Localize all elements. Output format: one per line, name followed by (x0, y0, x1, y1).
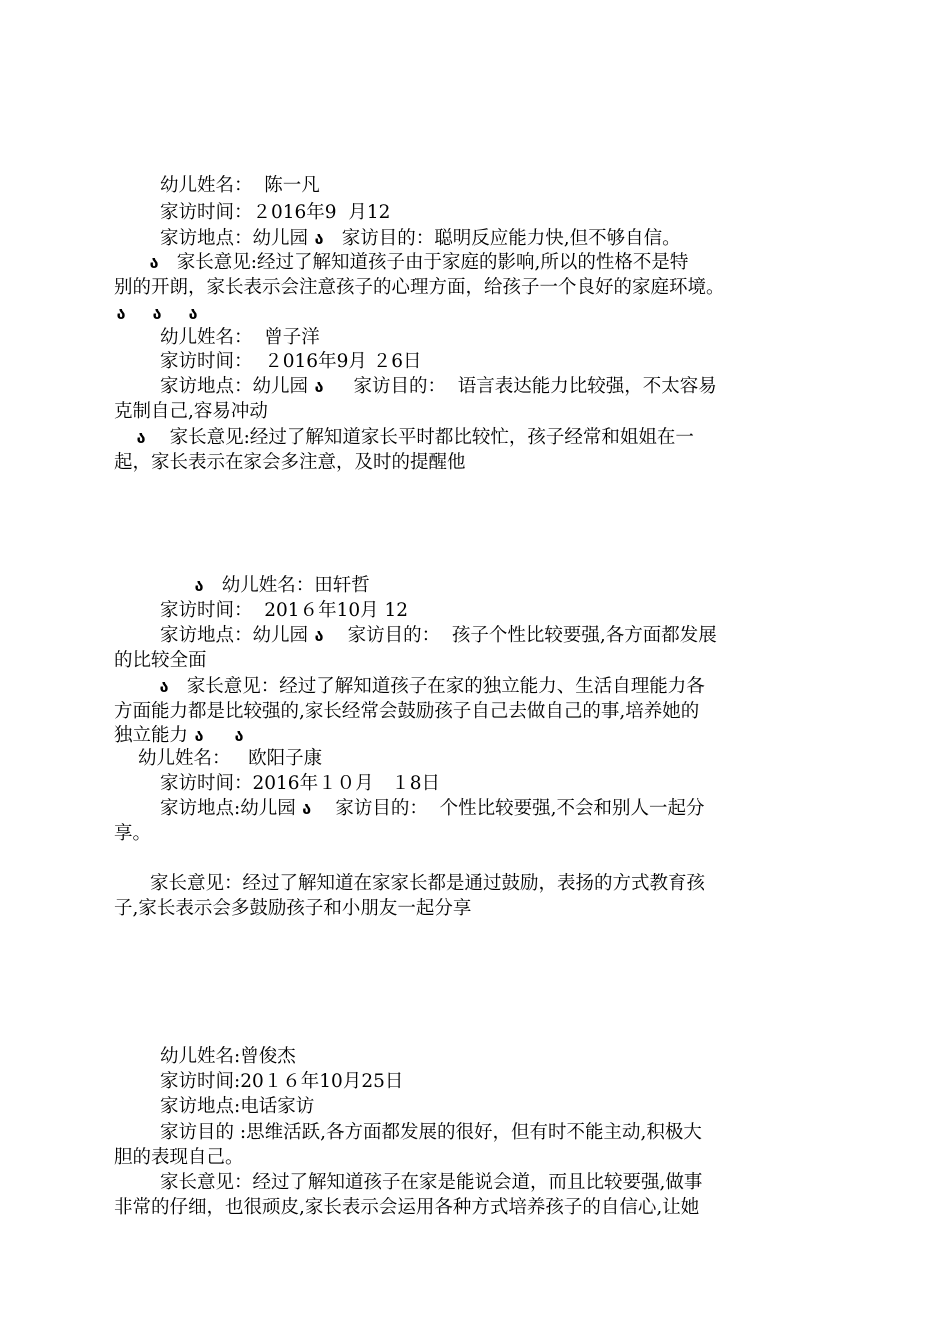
bullet-icon: ა (152, 304, 162, 323)
r2-time: 家访时间： ２016年9月 ２6日 (160, 351, 422, 372)
bullet-icon: ა (314, 229, 324, 248)
r5-time: 家访时间:20１６年10月25日 (160, 1071, 404, 1092)
bullet-icon: ა (314, 626, 324, 645)
r5-place: 家访地点:电话家访 (160, 1096, 315, 1117)
r4-place: 家访地点:幼儿园 (160, 798, 296, 819)
r3-place-purpose (160, 624, 717, 648)
bullet-icon: ა (136, 428, 146, 447)
r2-opinion-1: ა 家长意见:经过了解知道家长平时都比较忙，孩子经常和姐姐在一 (130, 426, 694, 450)
r2-opinion-2: 起，家长表示在家会多注意，及时的提醒他 (114, 452, 466, 473)
r2-place-purpose (160, 375, 717, 399)
r5-purpose-1: 家访目的 :思维活跃,各方面都发展的很好，但有时不能主动,积极大 (160, 1122, 702, 1143)
bullet-icon: ა (314, 377, 324, 396)
r3-opinion-2: 方面能力都是比较强的,家长经常会鼓励孩子自己去做自己的事,培养她的 (114, 701, 700, 722)
r5-name: 幼儿姓名:曾俊杰 (160, 1046, 296, 1067)
bullet-icon: ა (159, 677, 169, 696)
r4-opinion-2: 子,家长表示会多鼓励孩子和小朋友一起分享 (114, 898, 472, 919)
r3-opinion-1: ა 家长意见：经过了解知道孩子在家的独立能力、生活自理能力各 (153, 675, 705, 699)
r3-purpose-2: 的比较全面 (114, 650, 207, 671)
r1-opinion-1: ა 家长意见:经过了解知道孩子由于家庭的影响,所以的性格不是特 (143, 251, 688, 275)
bullet-icon: ა (188, 304, 198, 323)
marker-row (110, 302, 204, 326)
r3-opinion-3: 独立能力 ა ა (114, 724, 250, 748)
bullet-icon: ა (116, 304, 126, 323)
r4-opinion-1: 家长意见：经过了解知道在家家长都是通过鼓励，表扬的方式教育孩 (150, 873, 706, 894)
r1-place-purpose (160, 227, 681, 251)
r1-time: 家访时间：２016年9 月12 (160, 202, 391, 223)
r3-name: ა 幼儿姓名：田轩哲 (188, 574, 370, 598)
r4-purpose: 家访目的： 个性比较要强,不会和别人一起分 (317, 798, 705, 819)
r4-name: 幼儿姓名： 欧阳子康 (138, 748, 323, 769)
r3-place: 家访地点：幼儿园 (160, 625, 309, 646)
bullet-icon: ა (302, 799, 312, 818)
r1-name: 幼儿姓名： 陈一凡 (160, 175, 320, 196)
r5-opinion-1: 家长意见：经过了解知道孩子在家是能说会道，而且比较要强,做事 (160, 1172, 703, 1193)
r1-opinion-2: 别的开朗，家长表示会注意孩子的心理方面，给孩子一个良好的家庭环境。 (114, 277, 725, 298)
r4-place-purpose (160, 797, 705, 821)
bullet-icon: ა (194, 726, 204, 745)
r2-name: 幼儿姓名： 曾子洋 (160, 327, 320, 348)
r1-purpose: 家访目的：聪明反应能力快,但不够自信。 (330, 228, 681, 249)
r2-purpose: 家访目的： 语言表达能力比较强，不太容易 (330, 376, 717, 397)
r3-purpose: 家访目的： 孩子个性比较要强,各方面都发展 (330, 625, 717, 646)
r4-purpose-2: 享。 (114, 823, 152, 844)
bullet-icon: ა (194, 576, 204, 595)
bullet-icon: ა (149, 253, 159, 272)
r2-purpose-2: 克制自己,容易冲动 (114, 401, 268, 422)
r3-time: 家访时间： 201６年10月 12 (160, 600, 409, 621)
r5-opinion-2: 非常的仔细，也很顽皮,家长表示会运用各种方式培养孩子的自信心,让她 (114, 1197, 700, 1218)
r5-purpose-2: 胆的表现自己。 (114, 1147, 244, 1168)
r1-place: 家访地点：幼儿园 (160, 228, 309, 249)
r2-place: 家访地点：幼儿园 (160, 376, 309, 397)
bullet-icon: ა (234, 726, 244, 745)
r4-time: 家访时间：2016年１０月 １8日 (160, 773, 440, 794)
